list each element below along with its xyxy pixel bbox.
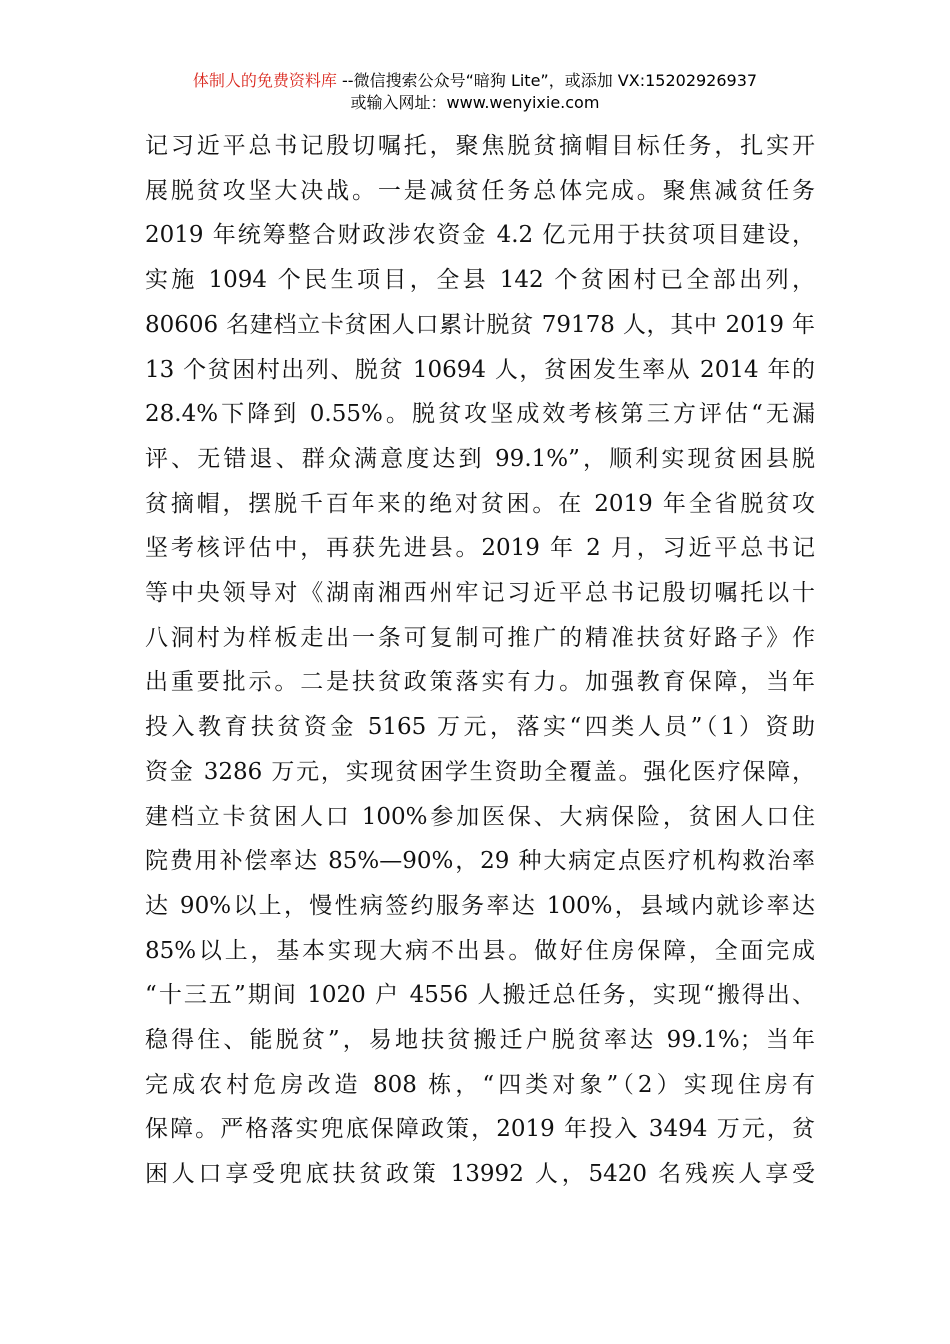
watermark-header [0,70,950,114]
promo-text: --微信搜索公众号“暗狗 Lite”，或添加 VX:15202926937 [336,71,758,90]
text-line: 出重要批示。二是扶贫政策落实有力。加强教育保障，当年 [145,669,815,696]
text-line: 85%以上，基本实现大病不出县。做好住房保障，全面完成 [145,937,815,964]
text-line: 记习近平总书记殷切嘱托，聚焦脱贫摘帽目标任务，扎实开 [145,133,815,159]
text-line: 坚考核评估中，再获先进县。2019 年 2 月，习近平总书记 [145,535,815,562]
text-line: 保障。严格落实兜底保障政策，2019 年投入 3494 万元，贫 [145,1116,815,1143]
text-line: 完成农村危房改造 808 栋，“四类对象”（2）实现住房有 [145,1071,815,1098]
text-line: 稳得住、能脱贫”，易地扶贫搬迁户脱贫率达 99.1%；当年 [145,1027,815,1054]
text-line: 建档立卡贫困人口 100%参加医保、大病保险，贫困人口住 [145,803,815,830]
text-line: 等中央领导对《湖南湘西州牢记习近平总书记殷切嘱托以十 [145,580,815,607]
text-line: 2019 年统筹整合财政涉农资金 4.2 亿元用于扶贫项目建设， [145,222,815,249]
text-line: 困人口享受兜底扶贫政策 13992 人，5420 名残疾人享受 [145,1161,815,1188]
text-line: 院费用补偿率达 85%—90%，29 种大病定点医疗机构救治率 [145,848,815,875]
text-line: 达 90%以上，慢性病签约服务率达 100%，县域内就诊率达 [145,892,815,919]
text-line: 28.4%下降到 0.55%。脱贫攻坚成效考核第三方评估“无漏 [145,401,815,428]
text-line: “十三五”期间 1020 户 4556 人搬迁总任务，实现“搬得出、 [145,982,815,1009]
document-body [145,124,815,1197]
text-line: 实施 1094 个民生项目，全县 142 个贫困村已全部出列， [145,267,815,294]
text-line: 展脱贫攻坚大决战。一是减贫任务总体完成。聚焦减贫任务 [145,177,815,204]
text-line: 13 个贫困村出列、脱贫 10694 人，贫困发生率从 2014 年的 [145,356,815,383]
header-promo-line [0,70,950,92]
text-line: 资金 3286 万元，实现贫困学生资助全覆盖。强化医疗保障， [145,758,815,785]
text-line: 评、无错退、群众满意度达到 99.1%”，顺利实现贫困县脱 [145,445,815,472]
header-url-line: 或输入网址：www.wenyixie.com [350,93,600,112]
text-line: 投入教育扶贫资金 5165 万元，落实“四类人员”（1）资助 [145,714,815,741]
brand-name: 体制人的免费资料库 [192,71,337,90]
text-line: 八洞村为样板走出一条可复制可推广的精准扶贫好路子》作 [145,624,815,651]
text-line: 80606 名建档立卡贫困人口累计脱贫 79178 人，其中 2019 年 [145,311,815,338]
text-line: 贫摘帽，摆脱千百年来的绝对贫困。在 2019 年全省脱贫攻 [145,490,815,517]
